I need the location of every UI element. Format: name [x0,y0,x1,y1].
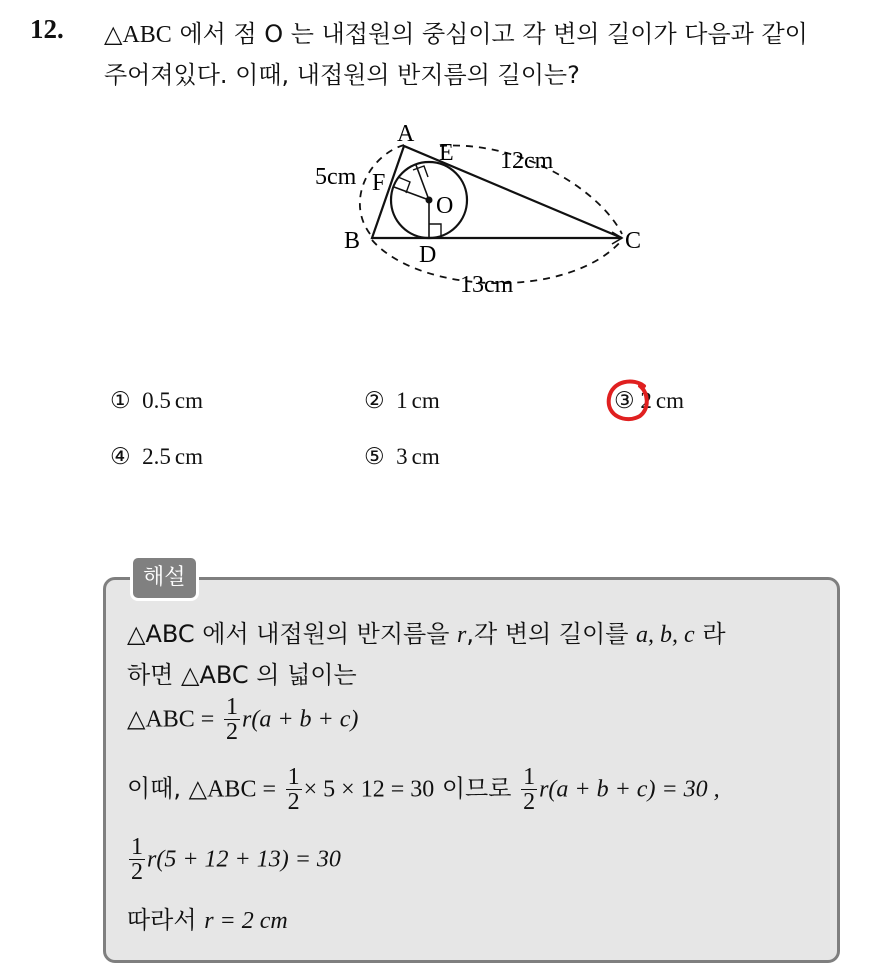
explanation-tag: 해설 [130,555,199,601]
label-e: E [439,140,454,166]
question-line-2: 주어져있다. 이때, 내접원의 반지름의 길이는? [104,61,580,89]
label-a: A [397,121,415,147]
question-number: 12. [30,14,64,44]
choice-2[interactable]: ② 1 cm [364,388,440,413]
question-text [104,14,874,95]
label-f: F [372,170,386,196]
side-bc-length: 13cm [460,272,514,298]
label-b: B [344,228,361,254]
label-c: C [625,228,642,254]
choice-5[interactable]: ⑤ 3 cm [364,444,440,469]
answer-circle-mark [604,378,654,426]
explanation-line-6: 따라서 r = 2 cm [127,906,288,934]
label-d: D [419,242,437,268]
explanation-line-5: $\frac{1}{2}$ r(5 + 12 + 13) = 30 [131,834,341,885]
choice-4[interactable]: ④ 2.5 cm [110,444,203,469]
explanation-line-3: △ABC = $\frac{1}{2}$ r(a + b + c) [127,694,359,745]
triangle-symbol: △ABC [104,22,172,48]
fraction-half: $\frac{1}{2}$ [225,694,238,745]
explanation-line-2: 하면 △ABC 의 넓이는 [127,661,357,689]
side-ab-length: 5cm [315,164,357,190]
explanation-line-4: 이때, △ABC = $\frac{1}{2}$ × 5 × 12 = 30 이므로 $\frac{1}{2}$ r(a + b + c) = 30 , [127,764,720,815]
explanation-line-1: △ABC 에서 내접원의 반지름을 r,각 변의 길이를 a, b, c 라 [127,620,726,648]
question-line-1: 에서 점 O 는 내접원의 중심이고 각 변의 길이가 다음과 같이 [171,20,808,48]
choice-3[interactable]: ③ 2 cm [614,388,684,413]
choice-1[interactable]: ① 0.5 cm [110,388,203,413]
triangle-figure [300,110,660,310]
label-o: O [436,193,454,219]
side-ac-length: 12cm [500,148,554,174]
